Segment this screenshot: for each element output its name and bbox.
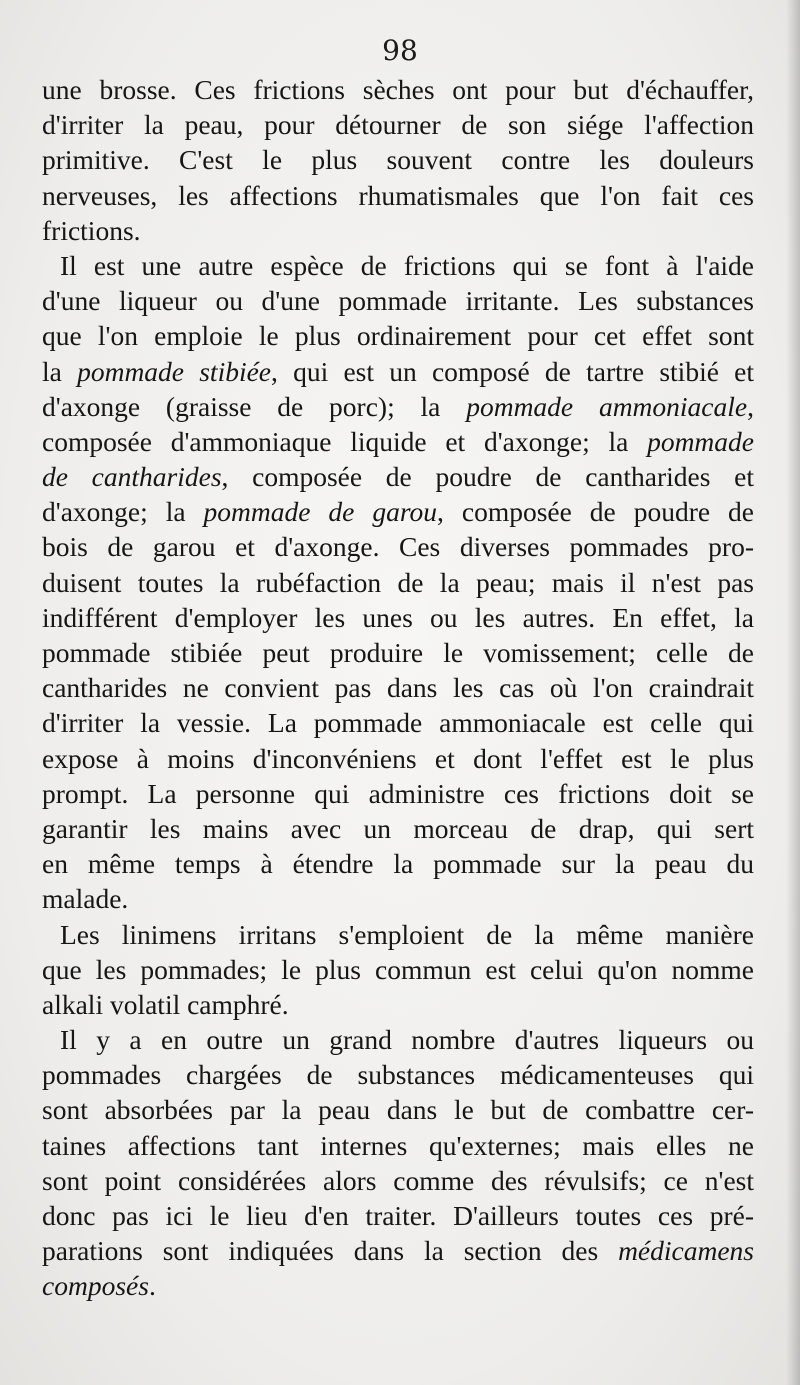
text-line (42, 1163, 754, 1198)
text-line (42, 389, 754, 424)
text-segment: taines affections tant internes qu'externes; mais elles ne (42, 1129, 754, 1161)
italic-segment: pommade (647, 425, 754, 457)
paragraph (42, 248, 754, 917)
text-segment: Il est une autre espèce de frictions qui se font à l'aide (60, 249, 754, 281)
text-line (42, 1233, 754, 1268)
text-line (42, 283, 754, 318)
text-line (42, 107, 754, 142)
paragraph (42, 1022, 754, 1304)
text-segment: composée d'ammoniaque liquide et d'axonge; la (42, 425, 648, 457)
text-segment: d'irriter la vessie. La pommade ammoniacale est celle qui (42, 707, 754, 739)
italic-segment: pommade de garou (203, 496, 438, 528)
text-line (42, 494, 754, 529)
text-line (42, 670, 754, 705)
text-line (42, 1057, 754, 1092)
text-line (42, 529, 754, 564)
text-line (42, 248, 754, 283)
text-segment: une brosse. Ces frictions sèches ont pour but d'échauffer, (42, 74, 754, 105)
text-segment: Il y a en outre un grand nombre d'autres liqueurs ou (60, 1024, 754, 1056)
text-segment: en même temps à étendre la pommade sur la peau du (42, 848, 754, 880)
text-segment: . (148, 1270, 156, 1302)
text-segment: cantharides ne convient pas dans les cas où l'on craindrait (42, 672, 754, 704)
text-line (42, 881, 754, 916)
text-segment: que l'on emploie le plus ordinairement pour cet effet sont (42, 320, 754, 352)
text-segment: , composée de poudre de cantharides et (221, 461, 755, 493)
text-segment: , composée de poudre de (437, 496, 754, 528)
text-line (42, 1198, 754, 1233)
text-segment: indifférent d'employer les unes ou les autres. En effet, la (42, 601, 754, 633)
text-segment: la (42, 355, 78, 387)
paragraph (42, 917, 754, 1023)
text-line (42, 459, 754, 494)
text-segment: duisent toutes la rubéfaction de la peau; mais il n'est pas (42, 566, 754, 598)
text-segment: malade. (42, 883, 129, 915)
text-segment: , qui est un composé de tartre stibié et (271, 355, 754, 387)
text-segment: d'axonge (graisse de porc); la (42, 390, 467, 422)
text-segment: alkali volatil camphré. (42, 988, 289, 1020)
text-line (42, 565, 754, 600)
text-segment: nerveuses, les affections rhumatismales que l'on fait ces (42, 179, 754, 211)
text-segment: primitive. C'est le plus souvent contre les douleurs (42, 144, 754, 176)
text-line (42, 987, 754, 1022)
text-segment: pommades chargées de substances médicamenteuses qui (42, 1059, 754, 1091)
italic-segment: pommade stibiée (77, 355, 272, 387)
text-line (42, 705, 754, 740)
text-segment: parations sont indiquées dans la section des (42, 1235, 619, 1267)
text-line (42, 354, 754, 389)
text-line (42, 952, 754, 987)
text-segment: Les linimens irritans s'emploient de la même manière (60, 918, 754, 950)
italic-segment: pommade ammoniacale (466, 390, 748, 422)
text-line (42, 635, 754, 670)
page-number: 98 (382, 34, 418, 67)
italic-segment: composés (42, 1270, 149, 1302)
text-line (42, 741, 754, 776)
text-line (42, 424, 754, 459)
text-line (42, 142, 754, 177)
text-line (42, 917, 754, 952)
text-segment: prompt. La personne qui administre ces frictions doit se (42, 777, 754, 809)
text-line (42, 811, 754, 846)
text-segment: d'irriter la peau, pour détourner de son siége l'affection (42, 109, 754, 141)
text-segment: garantir les mains avec un morceau de drap, qui sert (42, 812, 754, 844)
text-segment: sont absorbées par la peau dans le but de combattre cer- (42, 1094, 754, 1126)
text-line (42, 776, 754, 811)
text-segment: frictions. (42, 214, 141, 246)
text-line (42, 600, 754, 635)
text-segment: donc pas ici le lieu d'en traiter. D'ailleurs toutes ces pré- (42, 1200, 754, 1231)
text-segment: d'axonge; la (42, 496, 204, 528)
text-line (42, 1092, 754, 1127)
text-segment: , (747, 390, 754, 422)
text-line (42, 318, 754, 353)
text-segment: que les pommades; le plus commun est celui qu'on nomme (42, 953, 754, 985)
paragraph (42, 72, 754, 248)
text-line (42, 846, 754, 881)
text-line (42, 213, 754, 248)
text-line (42, 1128, 754, 1163)
text-line (42, 1268, 754, 1303)
text-line (42, 178, 754, 213)
page-spine-shadow (786, 0, 800, 1385)
text-segment: bois de garou et d'axonge. Ces diverses pommades pro- (42, 531, 754, 563)
italic-segment: de cantharides (42, 461, 222, 493)
text-line (42, 1022, 754, 1057)
italic-segment: médicamens (618, 1235, 754, 1267)
text-segment: expose à moins d'inconvéniens et dont l'effet est le plus (42, 742, 754, 774)
text-segment: pommade stibiée peut produire le vomissement; celle de (42, 637, 754, 668)
text-segment: sont point considérées alors comme des révulsifs; ce n'est (42, 1164, 754, 1196)
text-line (42, 72, 754, 107)
body-text (42, 72, 754, 1304)
text-segment: d'une liqueur ou d'une pommade irritante. Les substances (42, 285, 754, 317)
